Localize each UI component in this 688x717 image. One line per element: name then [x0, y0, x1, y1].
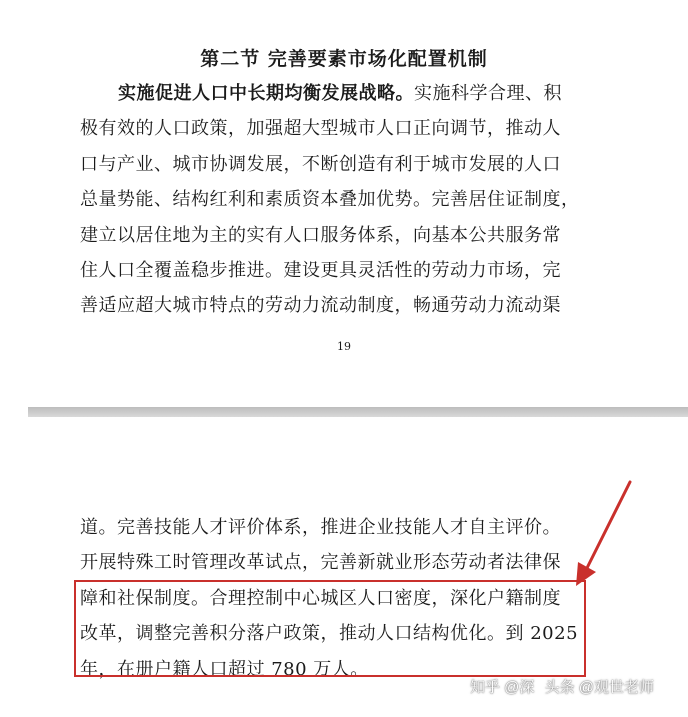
page-number: 19 — [337, 340, 351, 353]
section-title: 第二节 完善要素市场化配置机制 — [200, 48, 488, 70]
paragraph-line: 年，在册户籍人口超过 780 万人。 — [80, 658, 369, 680]
page-divider — [28, 407, 688, 417]
lead-heading: 实施促进人口中长期均衡发展战略。 — [118, 83, 414, 104]
paragraph-line: 总量势能、结构红利和素质资本叠加优势。完善居住证制度， — [80, 189, 580, 211]
paragraph-line: 口与产业、城市协调发展，不断创造有利于城市发展的人口 — [80, 153, 561, 175]
paragraph-line — [80, 76, 600, 111]
paragraph-line: 极有效的人口政策，加强超大型城市人口正向调节，推动人 — [80, 118, 561, 140]
paragraph-line: 道。完善技能人才评价体系，推进企业技能人才自主评价。 — [80, 517, 561, 538]
paragraph-line: 改革，调整完善积分落户政策，推动人口结构优化。到 2025 — [80, 623, 579, 645]
paragraph-line: 建立以居住地为主的实有人口服务体系，向基本公共服务常 — [80, 224, 561, 246]
lead-rest: 实施科学合理、积 — [414, 83, 562, 104]
highlight-box — [74, 580, 586, 677]
paragraph-line: 善适应超大城市特点的劳动力流动制度，畅通劳动力流动渠 — [80, 295, 561, 317]
watermark — [470, 676, 680, 708]
top-paragraph — [80, 76, 600, 324]
paragraph-line: 开展特殊工时管理改革试点，完善新就业形态劳动者法律保 — [80, 552, 561, 574]
paragraph-line: 住人口全覆盖稳步推进。建设更具灵活性的劳动力市场，完 — [80, 260, 561, 282]
toutiao-watermark: 头条 @观世老师 — [544, 679, 654, 696]
paragraph-line: 障和社保制度。合理控制中心城区人口密度，深化户籍制度 — [80, 587, 561, 609]
annotation-arrow-icon — [570, 478, 640, 588]
zhihu-watermark: 知乎 @深 — [470, 679, 535, 696]
